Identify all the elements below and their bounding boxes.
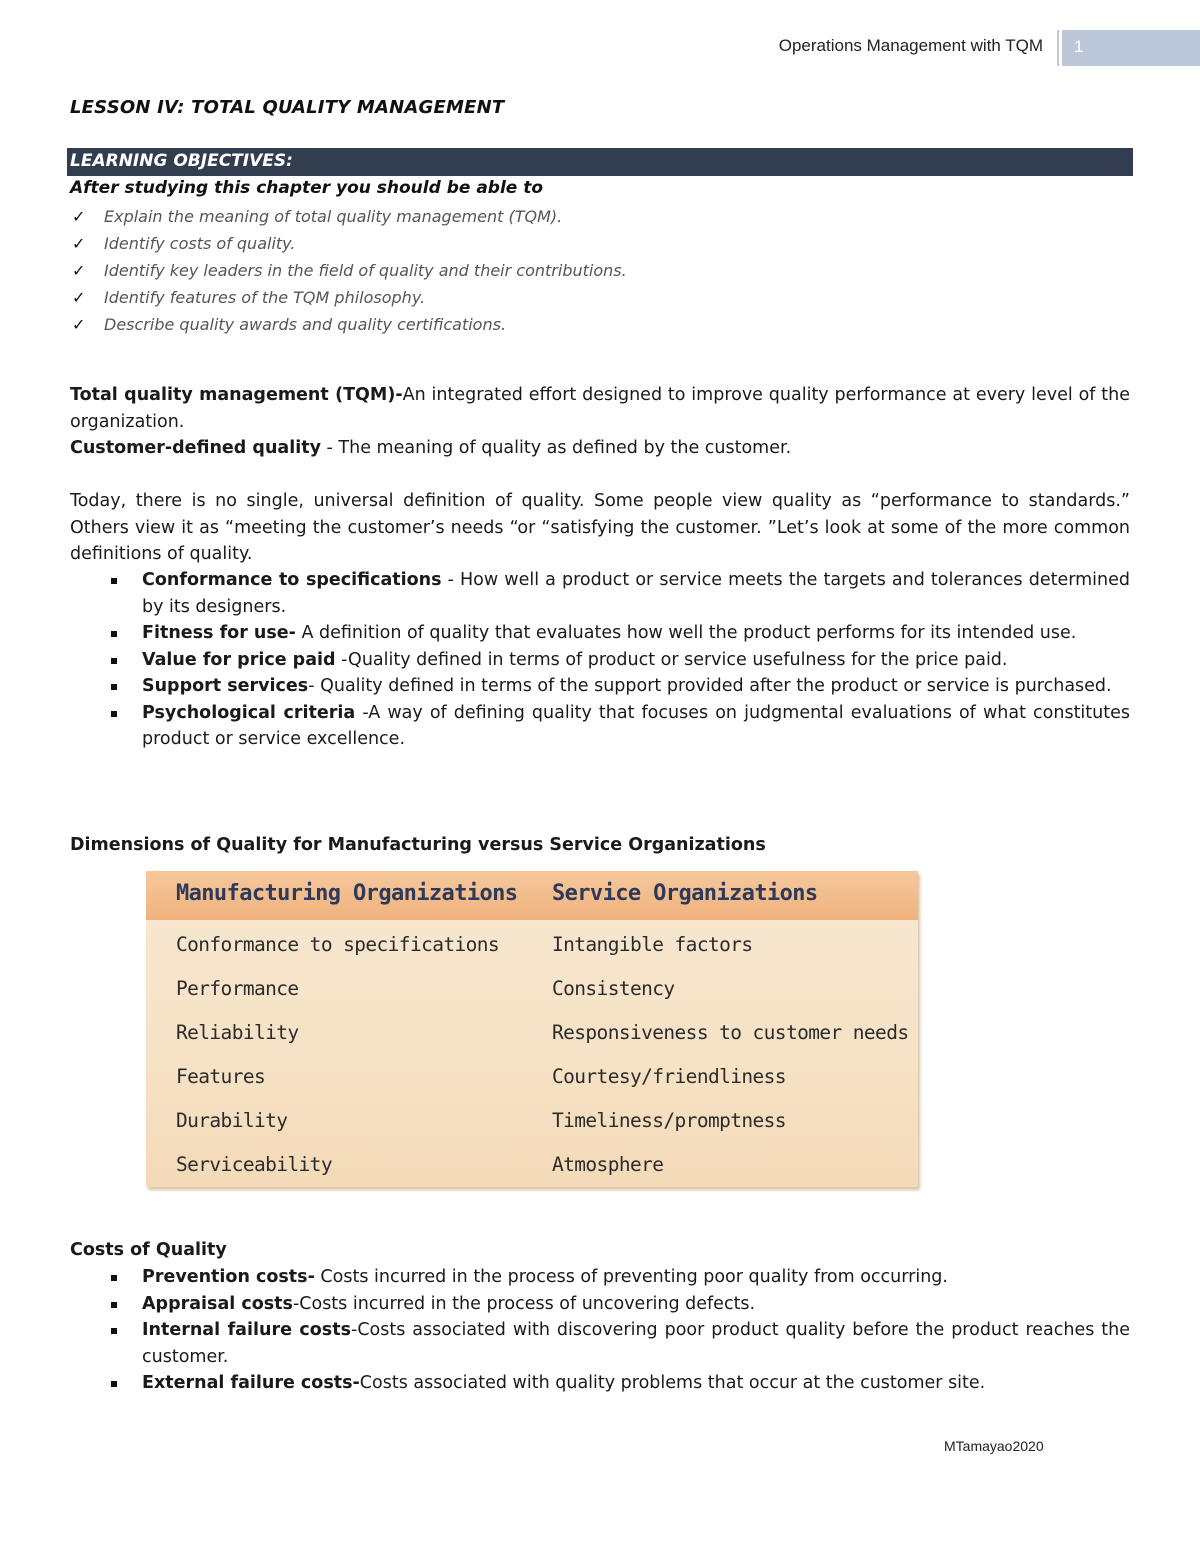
table-cell-manufacturing: Serviceability (176, 1153, 332, 1176)
bullet-square-icon (111, 578, 117, 584)
objectives-list (72, 203, 627, 338)
bullet-square-icon (111, 1381, 117, 1387)
dimensions-heading: Dimensions of Quality for Manufacturing versus Service Organizations (70, 835, 766, 855)
objective-item (72, 311, 627, 338)
list-item (104, 647, 1130, 674)
definition-term: Psychological criteria (142, 702, 356, 723)
definition-term: Support services (142, 676, 309, 696)
table-cell-service: Intangible factors (552, 933, 753, 956)
quality-definitions-list (104, 567, 1130, 753)
lesson-title: LESSON IV: TOTAL QUALITY MANAGEMENT (70, 97, 505, 118)
bullet-square-icon (111, 711, 117, 717)
checkmark-icon: ✓ (72, 207, 86, 226)
tqm-term: Total quality management (TQM)- (70, 385, 403, 405)
table-cell-manufacturing: Performance (176, 977, 299, 1000)
cost-term: Prevention costs- (142, 1267, 315, 1287)
list-item (104, 567, 1130, 620)
list-item (104, 673, 1130, 700)
objective-text: Explain the meaning of total quality management (TQM). (104, 207, 563, 226)
table-cell-manufacturing: Durability (176, 1109, 288, 1132)
table-header (146, 871, 918, 920)
definition-text: - How well a product or service meets the targets and tolerances determined by its designers. (142, 570, 1130, 617)
bullet-square-icon (111, 1302, 117, 1308)
bullet-square-icon (111, 1328, 117, 1334)
costs-list (104, 1264, 1130, 1397)
objective-item (72, 230, 627, 257)
cost-text: -Costs associated with discovering poor product quality before the product reaches the customer. (142, 1320, 1130, 1367)
table-cell-manufacturing: Features (176, 1065, 266, 1088)
objectives-intro: After studying this chapter you should be able to (70, 178, 544, 198)
definition-term: Fitness for use- (142, 623, 296, 643)
objective-text: Identify key leaders in the field of quality and their contributions. (104, 261, 627, 280)
page-number-box (1062, 30, 1200, 66)
list-item (104, 620, 1130, 647)
bullet-square-icon (111, 631, 117, 637)
objective-item (72, 284, 627, 311)
objective-text: Identify features of the TQM philosophy. (104, 288, 426, 307)
cdq-text: - The meaning of quality as defined by the customer. (320, 438, 792, 458)
definition-text: -Quality defined in terms of product or service usefulness for the price paid. (335, 649, 1008, 670)
header-divider (1057, 30, 1059, 66)
cdq-term: Customer-defined quality (70, 438, 321, 458)
column-header-service: Service Organizations (552, 881, 818, 906)
checkmark-icon: ✓ (72, 234, 86, 253)
cost-text: Costs incurred in the process of preventing poor quality from occurring. (314, 1267, 948, 1287)
tqm-definition (70, 382, 1130, 435)
cost-text: Costs associated with quality problems that occur at the customer site. (359, 1373, 986, 1393)
header-title: Operations Management with TQM (778, 36, 1043, 55)
definition-text: - Quality defined in terms of the support provided after the product or service is purchased. (308, 676, 1112, 696)
definition-text: -A way of defining quality that focuses on judgmental evaluations of what constitutes product or service excellence. (142, 702, 1130, 749)
bullet-square-icon (111, 1275, 117, 1281)
table-cell-service: Atmosphere (552, 1153, 664, 1176)
objective-item (72, 203, 627, 230)
cost-text: -Costs incurred in the process of uncovering defects. (292, 1293, 756, 1314)
checkmark-icon: ✓ (72, 261, 86, 280)
definition-term: Value for price paid (142, 649, 336, 670)
dimensions-table (146, 871, 918, 1187)
definition-text: A definition of quality that evaluates how well the product performs for its intended use. (295, 623, 1077, 643)
tqm-text: An integrated effort designed to improve quality performance at every level of the organization. (70, 385, 1130, 432)
cost-term: External failure costs- (142, 1373, 360, 1393)
quality-intro-paragraph: Today, there is no single, universal definition of quality. Some people view quality as “performance to standards.” Others view it as “meeting the customer’s needs “or “satisfying the customer. ”Let’s look at some of the more common definitions of quality. (70, 491, 1130, 564)
list-item (104, 700, 1130, 753)
bullet-square-icon (111, 684, 117, 690)
table-cell-service: Courtesy/friendliness (552, 1065, 786, 1088)
table-cell-manufacturing: Conformance to specifications (176, 933, 500, 956)
list-item (104, 1370, 1130, 1397)
learning-objectives-label: LEARNING OBJECTIVES: (70, 151, 293, 171)
learning-objectives-bar (67, 148, 1133, 176)
cost-term: Appraisal costs (142, 1293, 293, 1314)
definition-term: Conformance to specifications (142, 570, 442, 590)
costs-heading: Costs of Quality (70, 1240, 227, 1260)
list-item (104, 1291, 1130, 1318)
page-number: 1 (1074, 37, 1084, 56)
cost-term: Internal failure costs (142, 1320, 351, 1340)
table-cell-manufacturing: Reliability (176, 1021, 299, 1044)
table-cell-service: Timeliness/promptness (552, 1109, 786, 1132)
table-cell-service: Responsiveness to customer needs (552, 1021, 909, 1044)
table-cell-service: Consistency (552, 977, 675, 1000)
list-item (104, 1264, 1130, 1291)
list-item (104, 1317, 1130, 1370)
footer-author: MTamayao2020 (944, 1438, 1044, 1454)
column-header-manufacturing: Manufacturing Organizations (176, 881, 518, 906)
objective-text: Identify costs of quality. (104, 234, 296, 253)
objective-text: Describe quality awards and quality certifications. (104, 315, 507, 334)
checkmark-icon: ✓ (72, 315, 86, 334)
checkmark-icon: ✓ (72, 288, 86, 307)
objective-item (72, 257, 627, 284)
customer-defined-quality (70, 435, 1130, 462)
bullet-square-icon (111, 658, 117, 664)
